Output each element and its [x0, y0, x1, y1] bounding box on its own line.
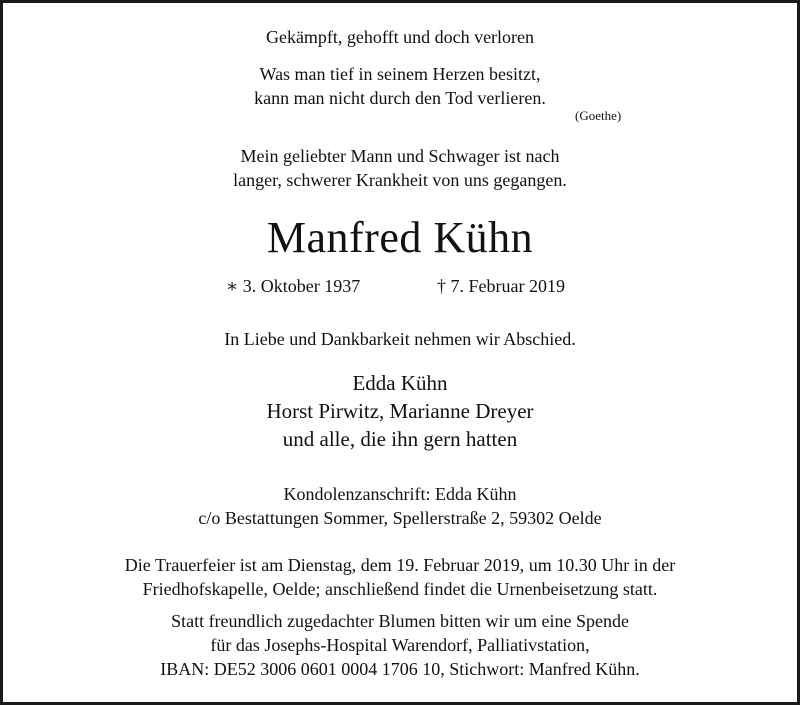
condolence-line-2: c/o Bestattungen Sommer, Spellerstraße 2, 59302 Oelde	[198, 508, 602, 528]
intro-line-2: langer, schwerer Krankheit von uns gegangen.	[233, 170, 567, 190]
poem-line-3: kann man nicht durch den Tod verlieren.	[254, 88, 546, 108]
mourner-line-2: Horst Pirwitz, Marianne Dreyer	[266, 399, 534, 423]
funeral-line-1: Die Trauerfeier ist am Dienstag, dem 19. Februar 2019, um 10.30 Uhr in der	[124, 555, 676, 575]
donation-line-2: für das Josephs-Hospital Warendorf, Palliativstation,	[210, 635, 590, 655]
mourner-line-1: Edda Kühn	[352, 371, 448, 395]
condolence-line-1: Kondolenzanschrift: Edda Kühn	[283, 484, 517, 504]
poem-line-2: Was man tief in seinem Herzen besitzt,	[259, 64, 541, 84]
poem-source: (Goethe)	[575, 108, 622, 123]
mourner-line-3: und alle, die ihn gern hatten	[282, 427, 518, 451]
death-date: † 7. Februar 2019	[437, 276, 565, 296]
birth-date: ∗ 3. Oktober 1937	[226, 276, 361, 296]
poem-line-1: Gekämpft, gehofft und doch verloren	[265, 27, 535, 47]
donation-line-1: Statt freundlich zugedachter Blumen bitten wir um eine Spende	[171, 611, 629, 631]
funeral-line-2: Friedhofskapelle, Oelde; anschließend findet die Urnenbeisetzung statt.	[142, 579, 658, 599]
farewell-text: In Liebe und Dankbarkeit nehmen wir Abschied.	[224, 329, 576, 349]
deceased-name: Manfred Kühn	[266, 213, 534, 262]
donation-line-3: IBAN: DE52 3006 0601 0004 1706 10, Stichwort: Manfred Kühn.	[160, 659, 640, 679]
intro-line-1: Mein geliebter Mann und Schwager ist nach	[240, 146, 560, 166]
